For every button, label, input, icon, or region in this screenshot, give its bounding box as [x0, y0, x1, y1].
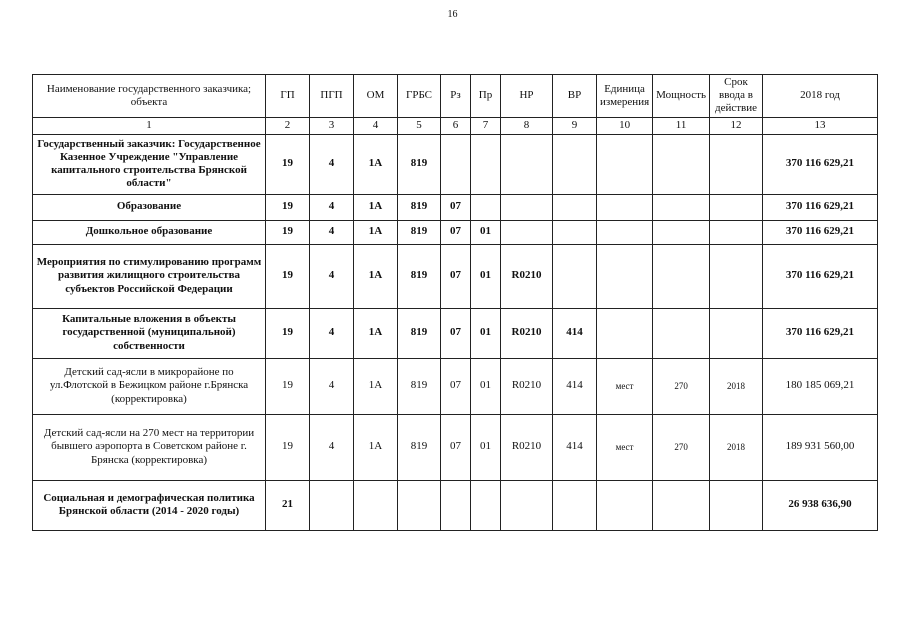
rz-cell [441, 480, 471, 530]
header-grbs: ГРБС [398, 75, 441, 118]
rz-cell: 07 [441, 244, 471, 308]
om-cell: 1А [354, 308, 398, 358]
om-cell: 1А [354, 358, 398, 414]
grbs-cell: 819 [398, 358, 441, 414]
gp-cell: 19 [266, 244, 310, 308]
vr-cell [553, 480, 597, 530]
pr-cell [471, 480, 501, 530]
gp-cell: 19 [266, 414, 310, 480]
capacity-cell: 270 [653, 414, 710, 480]
capacity-cell [653, 244, 710, 308]
pgp-cell: 4 [310, 134, 354, 194]
om-cell: 1А [354, 414, 398, 480]
grbs-cell: 819 [398, 194, 441, 220]
nr-cell: R0210 [501, 358, 553, 414]
om-cell: 1А [354, 194, 398, 220]
pr-cell: 01 [471, 308, 501, 358]
pr-cell [471, 194, 501, 220]
rz-cell: 07 [441, 358, 471, 414]
page-number: 16 [447, 9, 458, 20]
commissioning-cell [709, 480, 762, 530]
grbs-cell [398, 480, 441, 530]
vr-cell: 414 [553, 358, 597, 414]
row-name: Детский сад-ясли в микрорайоне по ул.Флотской в Бежицком районе г.Брянска (корректировка) [33, 358, 266, 414]
column-number: 4 [354, 117, 398, 134]
rz-cell: 07 [441, 414, 471, 480]
unit-cell [597, 480, 653, 530]
column-number: 10 [597, 117, 653, 134]
unit-cell [597, 244, 653, 308]
column-number: 8 [501, 117, 553, 134]
gp-cell: 21 [266, 480, 310, 530]
commissioning-cell [709, 194, 762, 220]
unit-cell: мест [597, 358, 653, 414]
grbs-cell: 819 [398, 134, 441, 194]
gp-cell: 19 [266, 220, 310, 244]
column-number: 2 [266, 117, 310, 134]
header-commissioning: Срок ввода в действие [709, 75, 762, 118]
amount-cell: 26 938 636,90 [762, 480, 877, 530]
rz-cell: 07 [441, 308, 471, 358]
pgp-cell [310, 480, 354, 530]
table-row [33, 308, 878, 358]
unit-cell [597, 134, 653, 194]
budget-table [32, 74, 878, 531]
unit-cell [597, 308, 653, 358]
nr-cell: R0210 [501, 414, 553, 480]
header-pgp: ПГП [310, 75, 354, 118]
table-row [33, 414, 878, 480]
vr-cell: 414 [553, 414, 597, 480]
nr-cell [501, 134, 553, 194]
column-number: 6 [441, 117, 471, 134]
pgp-cell: 4 [310, 414, 354, 480]
om-cell [354, 480, 398, 530]
pgp-cell: 4 [310, 220, 354, 244]
commissioning-cell [709, 134, 762, 194]
unit-cell: мест [597, 414, 653, 480]
table-header-row [33, 75, 878, 118]
row-name: Государственный заказчик: Государственное Казенное Учреждение "Управление капитального строительства Брянской области" [33, 134, 266, 194]
nr-cell [501, 194, 553, 220]
vr-cell: 414 [553, 308, 597, 358]
gp-cell: 19 [266, 308, 310, 358]
amount-cell: 370 116 629,21 [762, 308, 877, 358]
header-rz: Рз [441, 75, 471, 118]
amount-cell: 370 116 629,21 [762, 134, 877, 194]
amount-cell: 189 931 560,00 [762, 414, 877, 480]
pr-cell [471, 134, 501, 194]
header-gp: ГП [266, 75, 310, 118]
pgp-cell: 4 [310, 194, 354, 220]
header-unit: Единица измерения [597, 75, 653, 118]
vr-cell [553, 134, 597, 194]
column-number: 12 [709, 117, 762, 134]
row-name: Детский сад-ясли на 270 мест на территории бывшего аэропорта в Советском районе г. Брянска (корректировка) [33, 414, 266, 480]
pgp-cell: 4 [310, 308, 354, 358]
row-name: Образование [33, 194, 266, 220]
column-number-row [33, 117, 878, 134]
om-cell: 1А [354, 134, 398, 194]
capacity-cell [653, 194, 710, 220]
om-cell: 1А [354, 244, 398, 308]
pgp-cell: 4 [310, 244, 354, 308]
table-row [33, 134, 878, 194]
row-name: Социальная и демографическая политика Брянской области (2014 - 2020 годы) [33, 480, 266, 530]
commissioning-cell [709, 244, 762, 308]
amount-cell: 370 116 629,21 [762, 194, 877, 220]
grbs-cell: 819 [398, 220, 441, 244]
header-year-2018: 2018 год [762, 75, 877, 118]
commissioning-cell: 2018 [709, 414, 762, 480]
vr-cell [553, 194, 597, 220]
header-vr: ВР [553, 75, 597, 118]
gp-cell: 19 [266, 134, 310, 194]
pr-cell: 01 [471, 358, 501, 414]
capacity-cell: 270 [653, 358, 710, 414]
column-number: 9 [553, 117, 597, 134]
rz-cell [441, 134, 471, 194]
amount-cell: 370 116 629,21 [762, 244, 877, 308]
commissioning-cell: 2018 [709, 358, 762, 414]
table-row [33, 358, 878, 414]
column-number: 7 [471, 117, 501, 134]
commissioning-cell [709, 308, 762, 358]
row-name: Дошкольное образование [33, 220, 266, 244]
pr-cell: 01 [471, 244, 501, 308]
gp-cell: 19 [266, 358, 310, 414]
capacity-cell [653, 220, 710, 244]
row-name: Капитальные вложения в объекты государственной (муниципальной) собственности [33, 308, 266, 358]
capacity-cell [653, 134, 710, 194]
header-om: ОМ [354, 75, 398, 118]
commissioning-cell [709, 220, 762, 244]
pgp-cell: 4 [310, 358, 354, 414]
om-cell: 1А [354, 220, 398, 244]
rz-cell: 07 [441, 220, 471, 244]
column-number: 5 [398, 117, 441, 134]
amount-cell: 370 116 629,21 [762, 220, 877, 244]
header-pr: Пр [471, 75, 501, 118]
amount-cell: 180 185 069,21 [762, 358, 877, 414]
gp-cell: 19 [266, 194, 310, 220]
table-row [33, 220, 878, 244]
row-name: Мероприятия по стимулированию программ развития жилищного строительства субъектов Российской Федерации [33, 244, 266, 308]
nr-cell [501, 480, 553, 530]
nr-cell [501, 220, 553, 244]
column-number: 1 [33, 117, 266, 134]
header-nr: НР [501, 75, 553, 118]
column-number: 13 [762, 117, 877, 134]
header-capacity: Мощность [653, 75, 710, 118]
grbs-cell: 819 [398, 308, 441, 358]
table-row [33, 480, 878, 530]
nr-cell: R0210 [501, 244, 553, 308]
rz-cell: 07 [441, 194, 471, 220]
table-row [33, 244, 878, 308]
column-number: 3 [310, 117, 354, 134]
table-row [33, 194, 878, 220]
pr-cell: 01 [471, 220, 501, 244]
column-number: 11 [653, 117, 710, 134]
unit-cell [597, 220, 653, 244]
grbs-cell: 819 [398, 414, 441, 480]
capacity-cell [653, 480, 710, 530]
nr-cell: R0210 [501, 308, 553, 358]
grbs-cell: 819 [398, 244, 441, 308]
header-name: Наименование государственного заказчика; объекта [33, 75, 266, 118]
vr-cell [553, 244, 597, 308]
capacity-cell [653, 308, 710, 358]
pr-cell: 01 [471, 414, 501, 480]
vr-cell [553, 220, 597, 244]
unit-cell [597, 194, 653, 220]
